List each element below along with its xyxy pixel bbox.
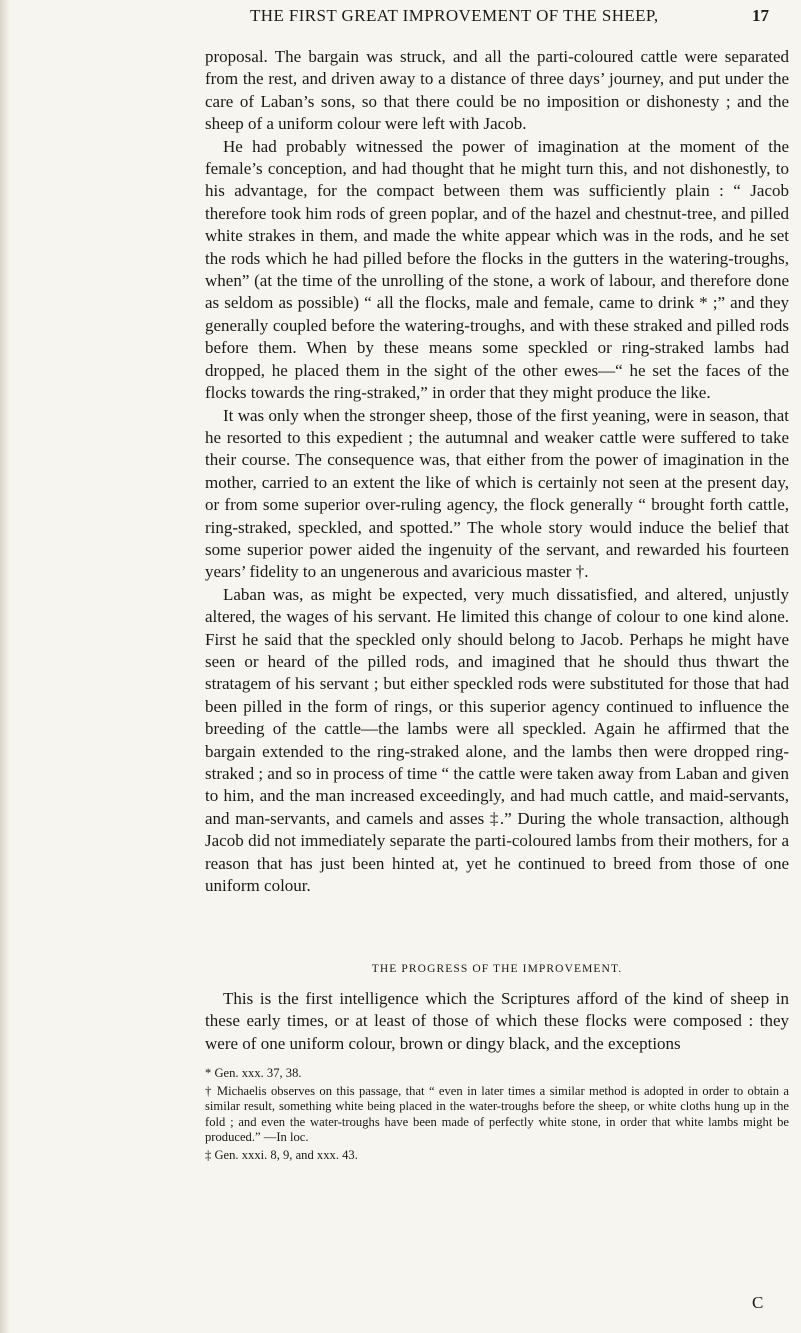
section-heading: THE PROGRESS OF THE IMPROVEMENT. xyxy=(371,963,623,975)
footnote: ‡ Gen. xxxi. 8, 9, and xxx. 43. xyxy=(205,1147,358,1162)
paragraph: proposal. The bargain was struck, and all the parti-coloured cattle were separated from the rest, and driven away to a distance of three days’ journey, and put under the care of Laban’s sons, so that there could be no imposition or dishonesty ; and the sheep of a uniform colour were left with Jacob. xyxy=(205,47,789,134)
footnotes xyxy=(205,1066,789,1166)
page-number: 17 xyxy=(752,6,769,25)
main-text xyxy=(205,46,789,897)
signature-mark: C xyxy=(752,1293,764,1312)
section-text xyxy=(205,988,789,1055)
paragraph: He had probably witnessed the power of imagination at the moment of the female’s conception, and had thought that he might turn this, and not dishonestly, to his advantage, for the compact between them was sufficiently plain : “ Jacob therefore took him rods of green poplar, and of the hazel and chestnut-tree, and pilled white strakes in them, and made the white appear which was in the rods, and he set the rods which he had pilled before the flocks in the gutters in the watering-troughs, when” (at the time of the unrolling of the stone, a work of labour, and therefore done as seldom as possible) “ all the flocks, male and female, came to drink * ;” and they generally coupled before the watering-troughs, and with these straked and pilled rods before them. When by these means some speckled or ring-straked lambs had dropped, he placed them in the sight of the other ewes—“ he set the faces of the flocks towards the ring-straked,” in order that they might produce the like. xyxy=(205,136,789,403)
footnote: † Michaelis observes on this passage, that “ even in later times a similar method is adopted in order to obtain a similar result, something white being placed in the water-troughs before the sheep, or white cloths hung up in the fold ; and even the water-troughs have been made of perfectly white stone, in order that white lambs might be produced.” —In loc. xyxy=(205,1083,789,1145)
paragraph: This is the first intelligence which the Scriptures afford of the kind of sheep in these early times, or at least of those of which these flocks were composed : they were of one uniform colour, brown or dingy black, and the exceptions xyxy=(205,989,789,1053)
paragraph: It was only when the stronger sheep, those of the first yeaning, were in season, that he resorted to this expedient ; the autumnal and weaker cattle were suffered to take their course. The consequence was, that either from the power of imagination in the mother, carried to an extent the like of which is certainly not seen at the present day, or from some superior over-ruling agency, the flock generally “ brought forth cattle, ring-straked, speckled, and spotted.” The whole story would induce the belief that some superior power aided the ingenuity of the servant, and rewarded his fourteen years’ fidelity to an ungenerous and avaricious master †. xyxy=(205,405,789,582)
footnote: * Gen. xxx. 37, 38. xyxy=(205,1066,302,1080)
page-header xyxy=(0,6,801,36)
page-edge-shadow xyxy=(0,0,10,1333)
paragraph: Laban was, as might be expected, very much dissatisfied, and altered, unjustly altered, the wages of his servant. He limited this change of colour to one kind alone. First he said that the speckled only should belong to Jacob. Perhaps he might have seen or heard of the pilled rods, and imagined that he should thus thwart the stratagem of his servant ; but either speckled rods were substituted for those that had been pilled in the form of rings, or this superior agency continued to influence the breeding of the cattle—the lambs were all speckled. Again he affirmed that the bargain extended to the ring-straked alone, and the lambs then were dropped ring-straked ; and so in process of time “ the cattle were taken away from Laban and given to him, and the man increased exceedingly, and had much cattle, and maid-servants, and man-servants, and camels and asses ‡.” During the whole transaction, although Jacob did not immediately separate the parti-coloured lambs from their mothers, for a reason that has just been hinted at, yet he continued to breed from those of one uniform colour. xyxy=(205,584,789,896)
running-head: THE FIRST GREAT IMPROVEMENT OF THE SHEEP, xyxy=(250,6,659,25)
